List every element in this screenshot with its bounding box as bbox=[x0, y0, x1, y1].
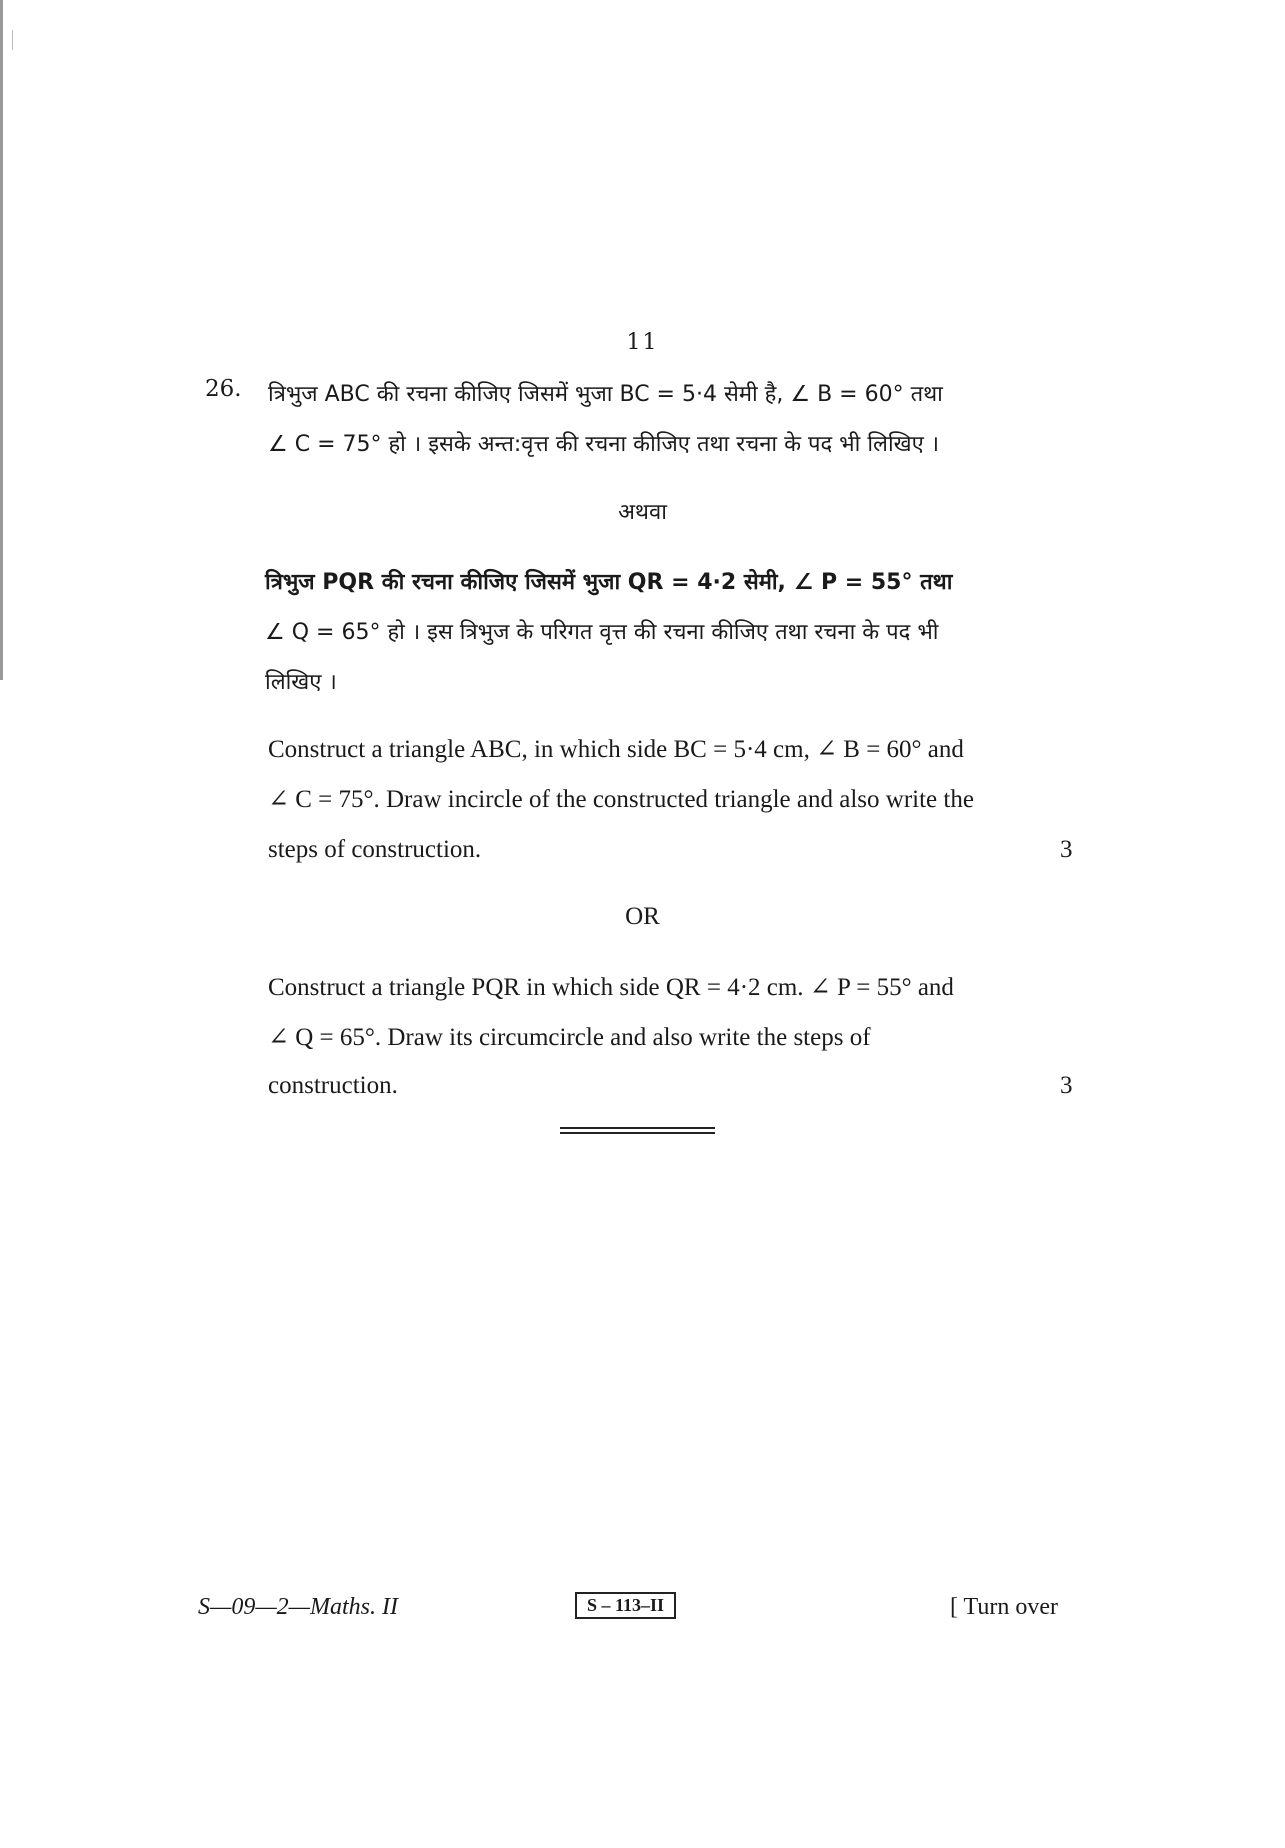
footer-paper-id: S—09—2—Maths. II bbox=[198, 1594, 399, 1620]
hindi-main-line-2: ∠ C = 75° हो । इसके अन्त:वृत्त की रचना कीजिए तथा रचना के पद भी लिखिए । bbox=[268, 432, 940, 457]
english-alt-line-3: construction. bbox=[268, 1072, 398, 1099]
hindi-alt-line-1: त्रिभुज PQR की रचना कीजिए जिसमें भुजा QR = 4·2 सेमी, ∠ P = 55° तथा bbox=[265, 570, 953, 595]
english-alt-line-2: ∠ Q = 65°. Draw its circumcircle and also write the steps of bbox=[268, 1024, 871, 1051]
english-alt-line-1: Construct a triangle PQR in which side QR = 4·2 cm. ∠ P = 55° and bbox=[268, 974, 954, 1001]
english-or-separator: OR bbox=[625, 903, 660, 930]
footer-paper-code: S – 113–II bbox=[575, 1592, 676, 1619]
hindi-alt-line-2: ∠ Q = 65° हो । इस त्रिभुज के परिगत वृत्त की रचना कीजिए तथा रचना के पद भी bbox=[265, 620, 939, 645]
english-main-line-2: ∠ C = 75°. Draw incircle of the constructed triangle and also write the bbox=[268, 786, 974, 813]
page-number: 11 bbox=[626, 330, 659, 355]
english-alt-marks: 3 bbox=[1060, 1072, 1073, 1099]
hindi-alt-line-3: लिखिए । bbox=[265, 670, 337, 695]
english-main-line-3: steps of construction. bbox=[268, 836, 482, 863]
english-main-marks: 3 bbox=[1060, 836, 1073, 863]
end-of-paper-rule bbox=[560, 1127, 715, 1134]
scan-edge-mark-small bbox=[12, 30, 13, 50]
question-number: 26. bbox=[205, 376, 242, 402]
footer-turn-over: [ Turn over bbox=[950, 1594, 1059, 1620]
hindi-main-line-1: त्रिभुज ABC की रचना कीजिए जिसमें भुजा BC = 5·4 सेमी है, ∠ B = 60° तथा bbox=[268, 382, 943, 407]
hindi-or-separator: अथवा bbox=[618, 500, 667, 525]
english-main-line-1: Construct a triangle ABC, in which side BC = 5·4 cm, ∠ B = 60° and bbox=[268, 736, 964, 763]
